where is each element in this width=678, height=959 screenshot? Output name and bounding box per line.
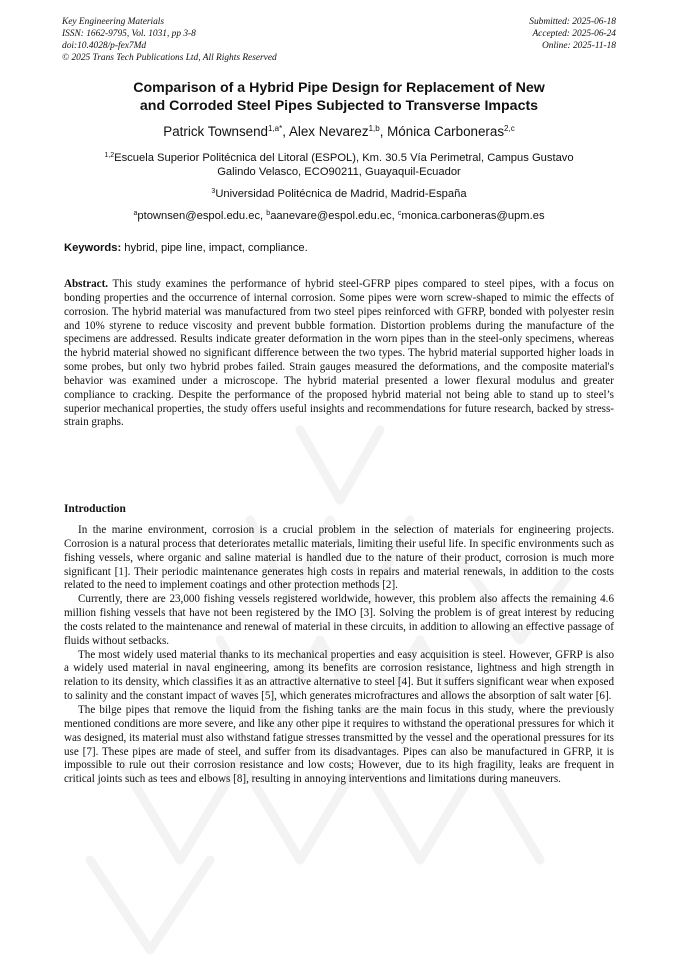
affiliation-sup: 1,2	[104, 152, 115, 159]
accepted-date: Accepted: 2025-06-24	[532, 29, 616, 39]
author-list	[62, 121, 616, 140]
author-name: Alex Nevarez	[288, 124, 369, 139]
abstract-label: Abstract.	[64, 278, 109, 290]
affiliation-2	[62, 185, 616, 201]
issn: ISSN: 1662-9795, Vol. 1031, pp 3-8	[62, 29, 196, 39]
affiliation-line-1: Escuela Superior Politécnica del Litoral (ESPOL), Km. 30.5 Vía Perimetral, Campus Gustavo	[114, 152, 574, 164]
author-separator: ,	[282, 124, 289, 139]
paragraph: In the marine environment, corrosion is a crucial problem in the selection of materials for engineering projects. Corrosion is a natural process that deteriorates metallic materials, limiting their useful life. In specific environments such as fishing vessels, where organic and saline material is handled due to the nature of their product, corrosion is much more significant [1]. Their periodic maintenance generates high costs in repairs and material renewals, in addition to the costs related to the need to implement coatings and other protection methods [2].	[64, 524, 614, 592]
online-date: Online: 2025-11-18	[541, 41, 616, 51]
title-line-1: Comparison of a Hybrid Pipe Design for Replacement of New	[133, 80, 545, 96]
copyright: © 2025 Trans Tech Publications Ltd, All Rights Reserved	[62, 53, 277, 63]
section-heading-introduction: Introduction	[64, 503, 126, 515]
keywords	[64, 241, 308, 255]
author-sup: 2,c	[504, 124, 515, 133]
abstract-text: This study examines the performance of hybrid steel-GFRP pipes compared to steel pipes, with a focus on bonding properties and the occurrence of internal corrosion. Some pipes were worn screw-shaped to mimic the effects of corrosion. The hybrid material was manufactured from two steel pipes reinforced with GFRP, bonded with polyester resin and 10% styrene to reduce viscosity and prevent bubble formation. Distortion problems during the manufacture of the specimens are addressed. Results indicate greater deformation in the worn pipes than in the steel-only specimens, whereas the hybrid material showed no significant difference between the two types. The hybrid material supported higher loads in some probes, but only two hybrid probes failed. Strain gauges measured the deformations, and the composite material's behavior was examined under a microscope. The hybrid material presented a lower flexural modulus and greater compliance to cracking. Despite the performance of the proposed hybrid material not being able to stand up to steel’s superior mechanical properties, the study offers useful insights and recommendations for future research, backed by stress-strain graphs.	[64, 278, 614, 429]
email-link[interactable]: ptownsen@espol.edu.ec,	[137, 210, 267, 222]
author-emails	[62, 207, 616, 223]
submitted-date: Submitted: 2025-06-18	[529, 17, 616, 27]
paragraph: The bilge pipes that remove the liquid from the fishing tanks are the main focus in this study, where the previously mentioned conditions are more severe, and like any other pipe it requires to withstand the operational pressures for which it was designed, its material must also withstand fatigue stresses transmitted by the vessel and the operational pressures for its use [7]. These pipes are made of steel, and suffer from its disadvantages. Pipes can also be manufactured in GFRP, it is impossible to rule out their corrosion resistance and low costs; However, due to its high fragility, leaks are frequent in critical joints such as tees and elbows [8], resulting in annoying interventions and limitations during maneuvers.	[64, 703, 614, 786]
paper-title	[62, 80, 616, 115]
journal-info	[62, 16, 277, 64]
author-name: Patrick Townsend	[163, 124, 268, 139]
paragraph: Currently, there are 23,000 fishing vessels registered worldwide, however, this problem also affects the remaining 4.6 million fishing vessels that have not been registered by the IMO [3]. Solving the problem is of great interest by reducing the costs related to the maintenance and renewal of material in these circuits, in addition to allowing an effective passage of fluids without setbacks.	[64, 593, 614, 647]
keywords-label: Keywords:	[64, 242, 122, 254]
publication-dates	[529, 16, 616, 52]
affiliation-line-2: Galindo Velasco, ECO90211, Guayaquil-Ecuador	[217, 166, 461, 178]
affiliation-sup: 3	[211, 188, 216, 195]
email-sup: a	[133, 210, 138, 217]
abstract	[64, 278, 614, 430]
title-line-2: and Corroded Steel Pipes Subjected to Transverse Impacts	[139, 97, 539, 114]
paragraph: The most widely used material thanks to its mechanical properties and easy acquisition is steel. However, GFRP is also a widely used material in naval engineering, among its benefits are corrosion resistance, lightness and high strength in relation to its density, which classifies it as an attractive alternative to steel [4]. But it suffers significant wear when exposed to salinity and the constant impact of waves [5], which generates microfractures and allows the absorption of salt water [6].	[64, 648, 614, 703]
email-sup: c	[397, 210, 402, 217]
author-sup: 1,a*	[268, 124, 283, 133]
email-sup: b	[266, 210, 271, 217]
email-link[interactable]: monica.carboneras@upm.es	[401, 210, 545, 222]
journal-name: Key Engineering Materials	[62, 17, 165, 27]
affiliation-1	[62, 149, 616, 179]
author-name: Mónica Carboneras	[387, 124, 505, 139]
doi[interactable]: doi:10.4028/p-fex7Md	[62, 41, 147, 51]
email-link[interactable]: aanevare@espol.edu.ec,	[270, 210, 398, 222]
author-sup: 1,b	[368, 124, 380, 133]
introduction-body	[64, 524, 614, 787]
affiliation-text: Universidad Politécnica de Madrid, Madrid-España	[215, 188, 467, 200]
author-separator: ,	[379, 124, 388, 139]
keywords-text: hybrid, pipe line, impact, compliance.	[121, 242, 308, 254]
